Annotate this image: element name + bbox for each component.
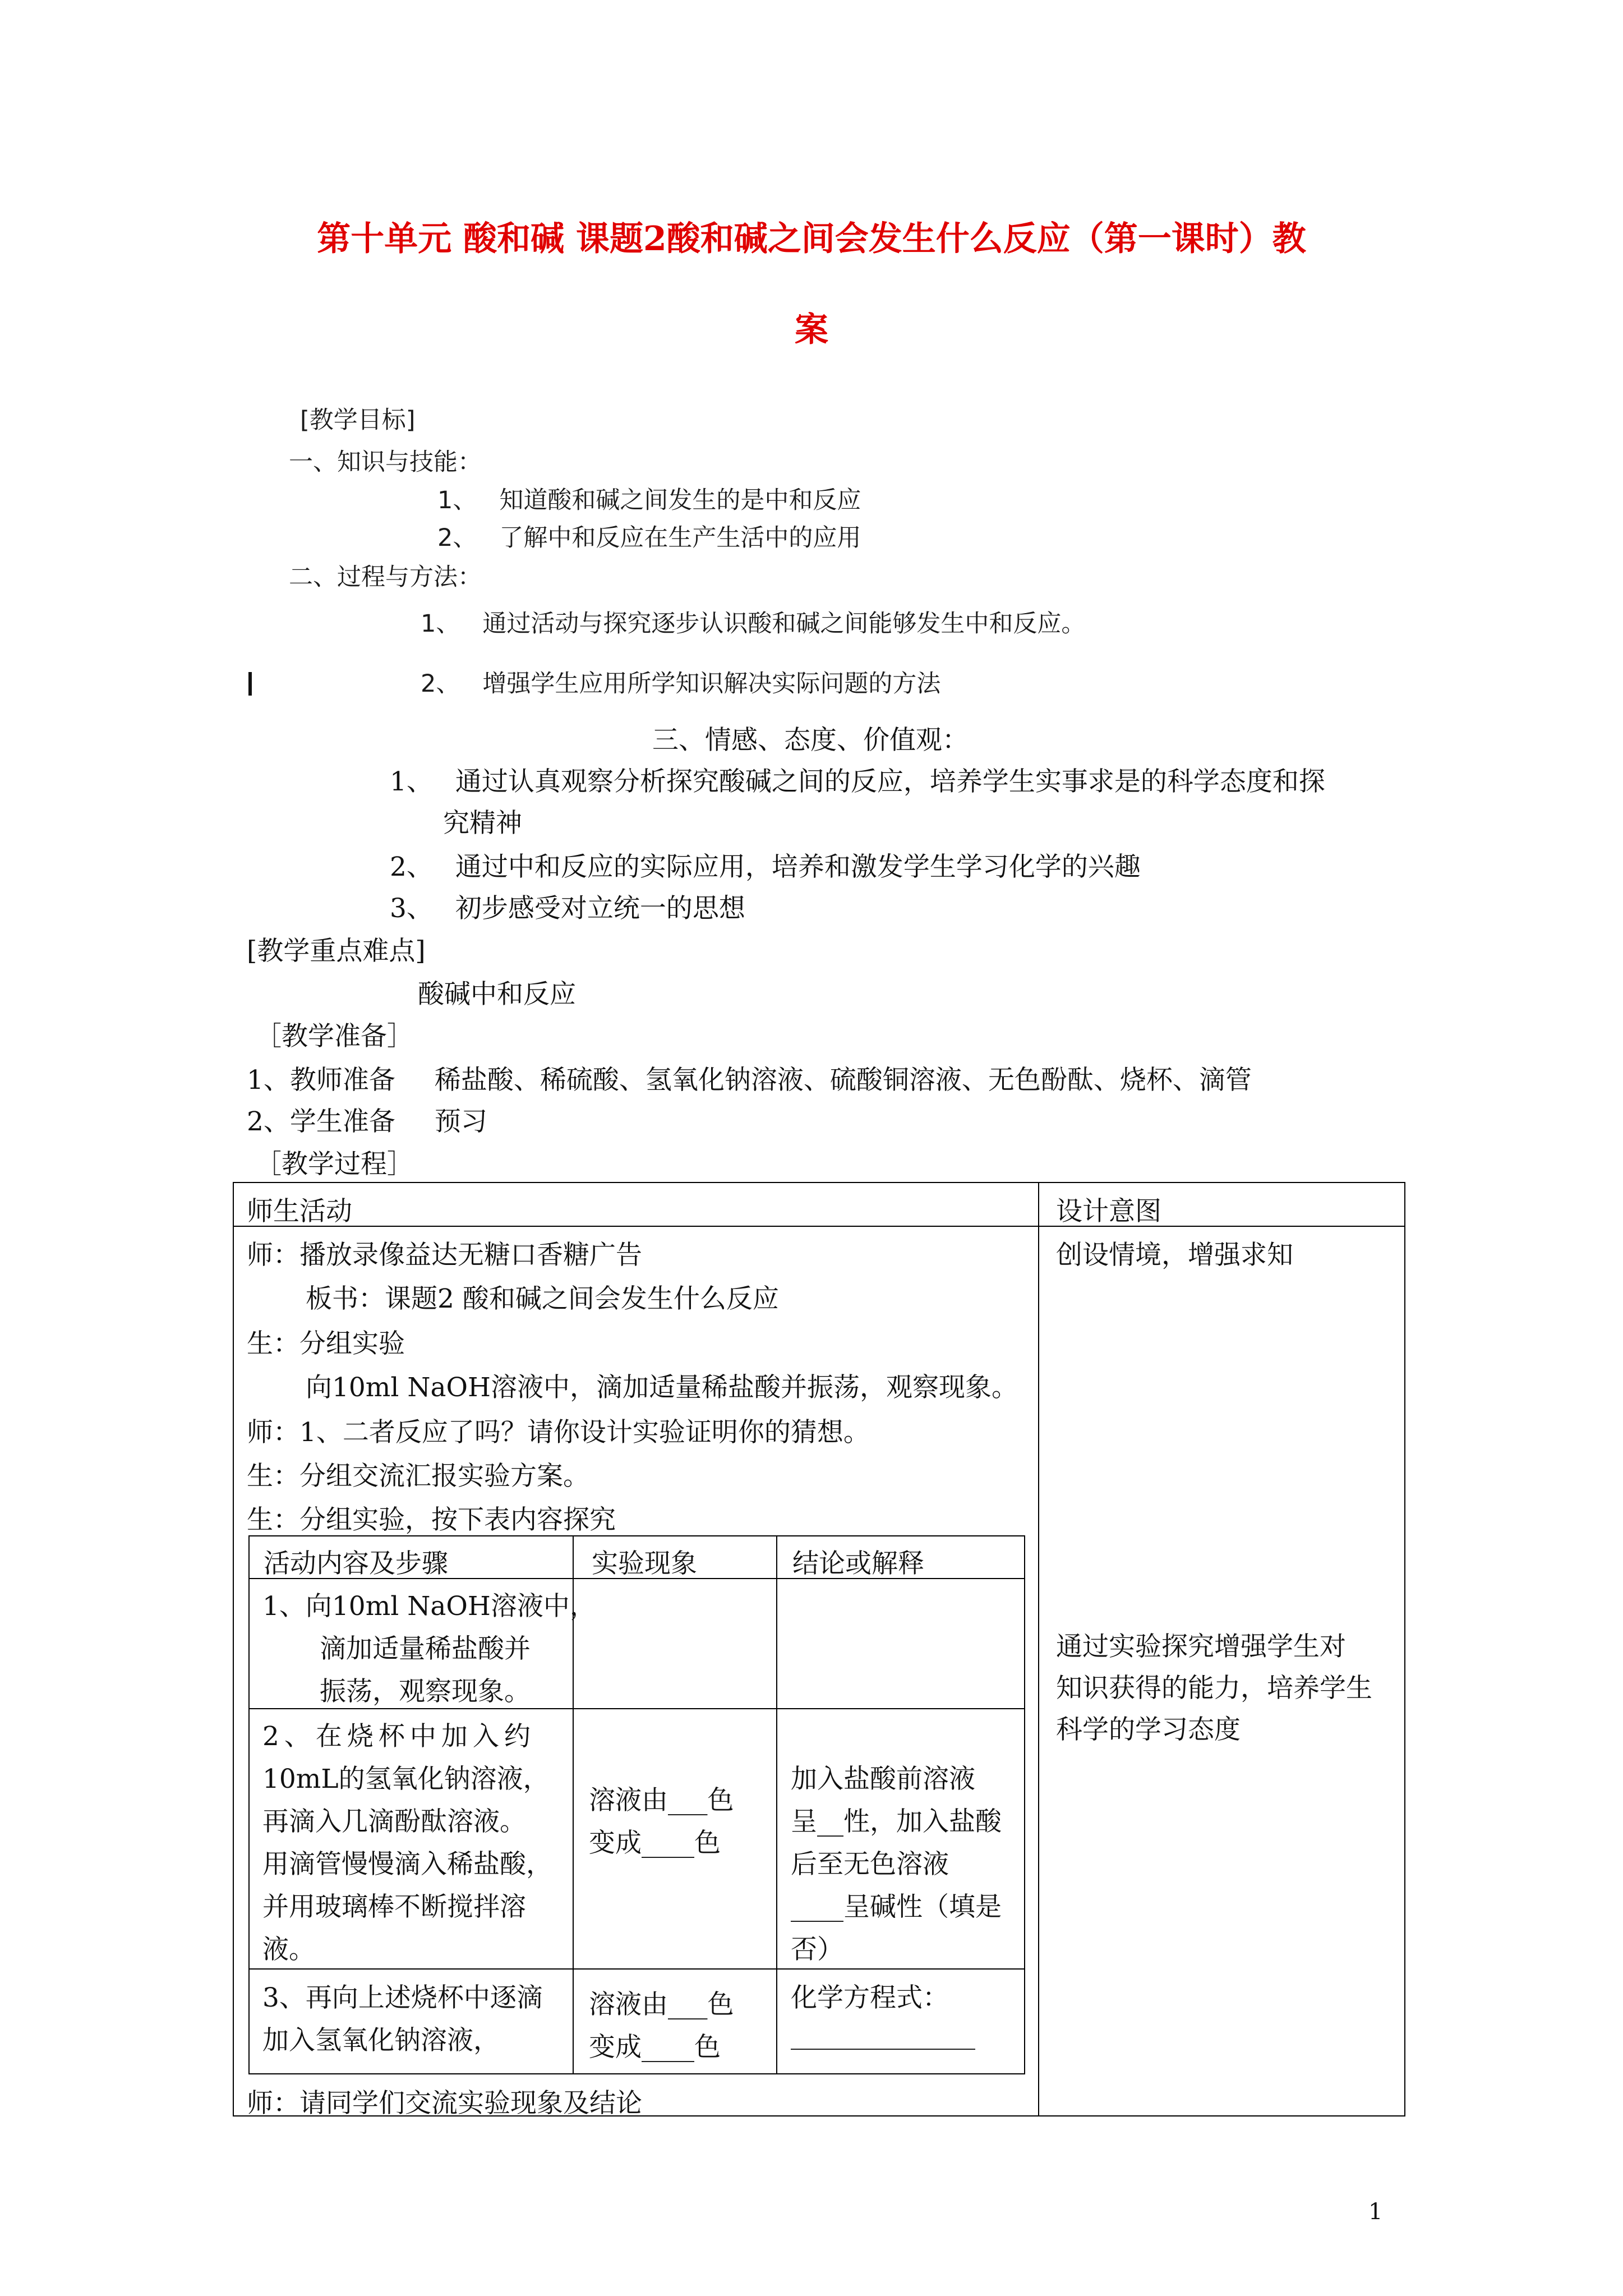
emotion-heading: 三、情感、态度、价值观： <box>652 725 969 756</box>
activity-line-3: 生：分组实验 <box>247 1328 405 1359</box>
activity-line-5: 师：1、二者反应了吗？请你设计实验证明你的猜想。 <box>247 1417 870 1448</box>
process-item-1: 1、 通过活动与探究逐步认识酸和碱之间能够发生中和反应。 <box>421 610 1086 638</box>
emotion-item-1: 1、 通过认真观察分析探究酸碱之间的反应，培养学生实事求是的科学态度和探 <box>390 766 1325 797</box>
row2-step-6: 液。 <box>262 1934 315 1965</box>
row3-step-2: 加入氢氧化钠溶液， <box>262 2025 500 2056</box>
key-points-content: 酸碱中和反应 <box>418 979 576 1010</box>
teacher-prep: 1、教师准备 稀盐酸、稀硫酸、氢氧化钠溶液、硫酸铜溶液、无色酚酞、烧杯、滴管 <box>247 1065 1252 1096</box>
activity-footer-line: 师：请同学们交流实验现象及结论 <box>247 2088 642 2119</box>
row2-step-3: 再滴入几滴酚酞溶液。 <box>262 1806 526 1837</box>
emotion-item-2: 2、 通过中和反应的实际应用，培养和激发学生学习化学的兴趣 <box>390 852 1141 882</box>
page-number: 1 <box>1368 2199 1383 2225</box>
col-header-activity: 师生活动 <box>247 1196 352 1227</box>
row2-conc-2: 呈__性，加入盐酸 <box>791 1806 1002 1837</box>
cursor-mark <box>248 672 252 696</box>
row3-conc-1: 化学方程式： <box>791 1982 949 2013</box>
row3-conc-2: ______________ <box>791 2019 975 2050</box>
row3-step-1: 3、再向上述烧杯中逐滴 <box>262 1982 543 2013</box>
process-section-heading: ［教学过程］ <box>255 1149 413 1180</box>
row2-conc-5: 否） <box>791 1934 843 1965</box>
intent-1: 创设情境，增强求知 <box>1056 1240 1293 1271</box>
row2-phen-1: 溶液由___色 <box>589 1785 734 1816</box>
row2-phen-2: 变成____色 <box>589 1828 721 1858</box>
student-prep: 2、学生准备 预习 <box>247 1106 487 1137</box>
intent-2-line-1: 通过实验探究增强学生对 <box>1056 1631 1346 1662</box>
emotion-item-1-cont: 究精神 <box>443 808 522 839</box>
process-heading: 二、过程与方法： <box>289 563 482 591</box>
process-item-2: 2、 增强学生应用所学知识解决实际问题的方法 <box>421 670 941 698</box>
row1-step-2: 滴加适量稀盐酸并 <box>320 1634 531 1664</box>
exp-header-phenomenon: 实验现象 <box>592 1548 697 1579</box>
row2-conc-4: ____呈碱性（填是 <box>791 1892 1002 1922</box>
activity-line-4: 向10ml NaOH溶液中，滴加适量稀盐酸并振荡，观察现象。 <box>306 1372 1018 1403</box>
activity-line-2: 板书：课题2 酸和碱之间会发生什么反应 <box>306 1283 779 1314</box>
emotion-item-3: 3、 初步感受对立统一的思想 <box>390 893 745 924</box>
doc-title-line2: 案 <box>795 310 828 349</box>
row2-step-5: 并用玻璃棒不断搅拌溶 <box>262 1892 526 1922</box>
row3-phen-1: 溶液由___色 <box>589 1989 734 2020</box>
row3-phen-2: 变成____色 <box>589 2032 721 2063</box>
row1-step-1: 1、向10ml NaOH溶液中， <box>262 1591 596 1622</box>
key-points-heading: [教学重点难点] <box>247 936 426 967</box>
activity-line-7: 生：分组实验，按下表内容探究 <box>247 1504 616 1535</box>
row2-conc-3: 后至无色溶液 <box>791 1849 949 1880</box>
activity-line-1: 师：播放录像益达无糖口香糖广告 <box>247 1240 642 1271</box>
knowledge-heading: 一、知识与技能： <box>289 448 482 476</box>
intent-2-line-2: 知识获得的能力，培养学生 <box>1056 1673 1372 1704</box>
exp-header-steps: 活动内容及步骤 <box>264 1548 448 1579</box>
header-activity <box>233 1182 1039 1226</box>
objectives-heading: [教学目标] <box>300 406 416 434</box>
row2-conc-1: 加入盐酸前溶液 <box>791 1764 975 1795</box>
exp-header-conclusion: 结论或解释 <box>792 1548 924 1579</box>
activity-line-6: 生：分组交流汇报实验方案。 <box>247 1461 589 1492</box>
preparation-heading: ［教学准备］ <box>255 1021 413 1052</box>
row2-step-1: 2、在烧杯中加入约 <box>262 1721 536 1752</box>
doc-title-line1: 第十单元 酸和碱 课题2酸和碱之间会发生什么反应（第一课时）教 <box>317 219 1306 259</box>
knowledge-item-1: 1、 知道酸和碱之间发生的是中和反应 <box>437 486 861 514</box>
row1-step-3: 振荡，观察现象。 <box>320 1676 531 1707</box>
col-header-intent: 设计意图 <box>1056 1196 1161 1227</box>
intent-2-line-3: 科学的学习态度 <box>1056 1714 1241 1745</box>
row2-step-2: 10mL的氢氧化钠溶液， <box>262 1764 550 1795</box>
knowledge-item-2: 2、 了解中和反应在生产生活中的应用 <box>437 524 861 552</box>
row2-step-4: 用滴管慢慢滴入稀盐酸， <box>262 1849 552 1880</box>
